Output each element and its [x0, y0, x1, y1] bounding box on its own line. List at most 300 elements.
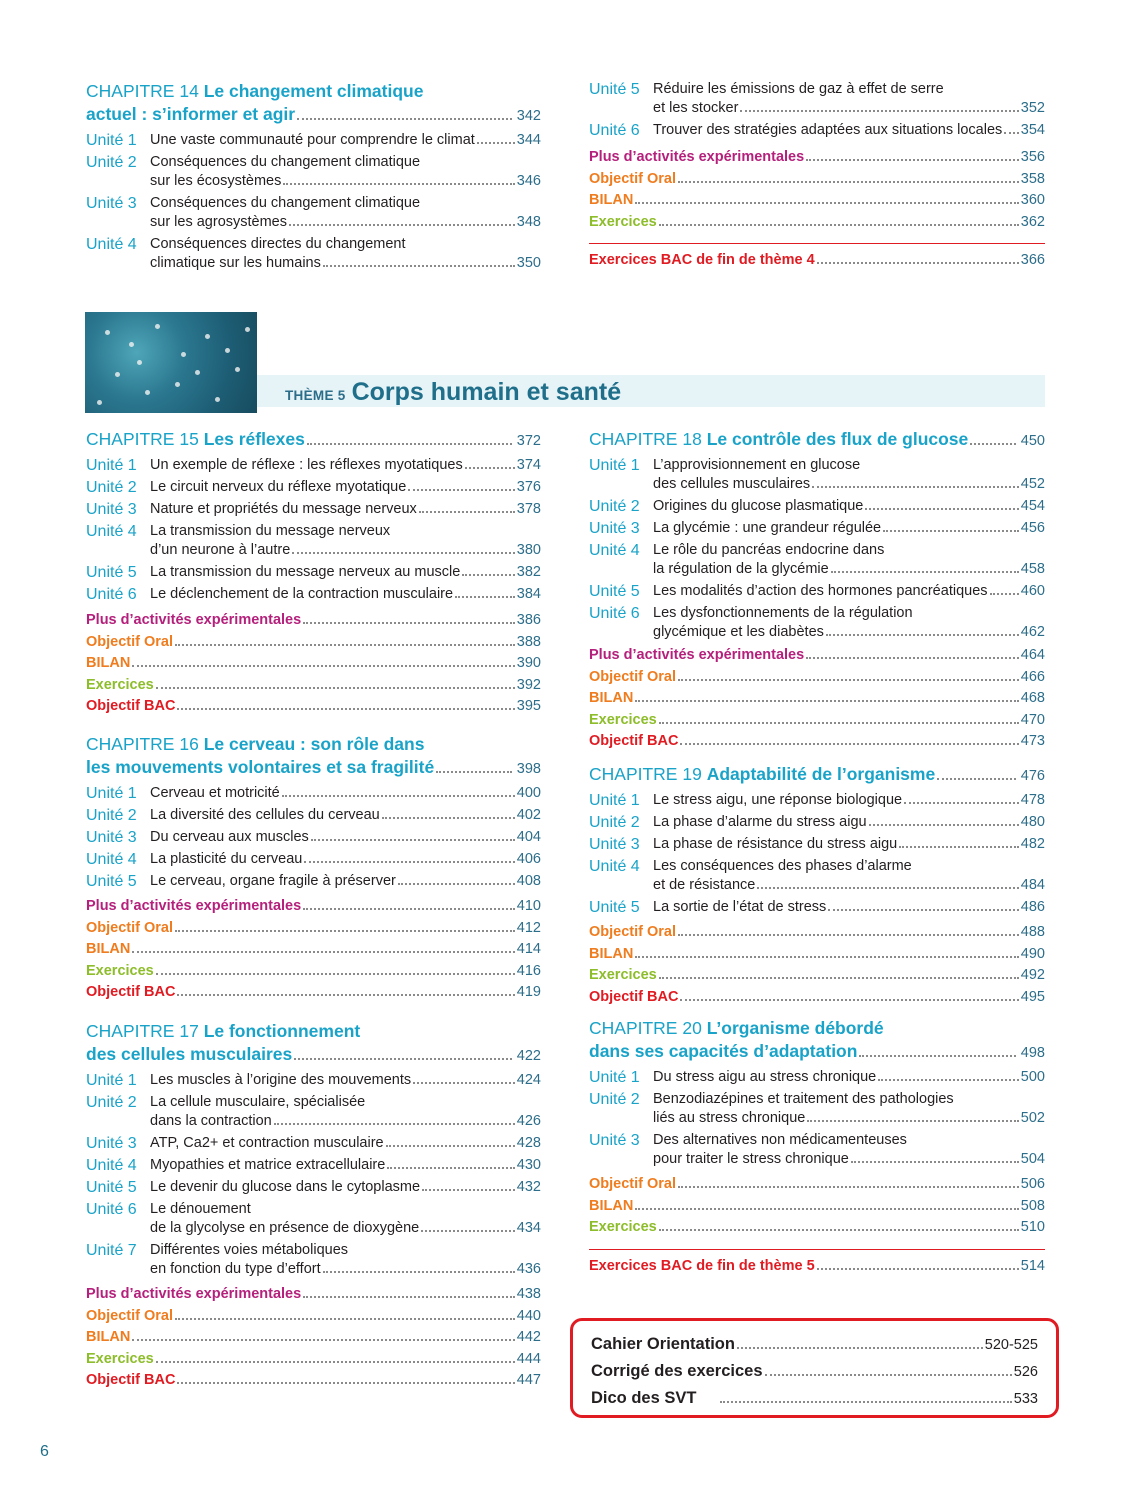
extra-entry-exo[interactable]: [589, 1217, 1045, 1239]
chapter-page: 398: [516, 761, 541, 777]
extra-entry-bac[interactable]: [589, 987, 1045, 1009]
extra-page: 414: [516, 941, 541, 957]
chapter-keyword: CHAPITRE 16: [86, 734, 199, 754]
annex-page: 533: [1013, 1391, 1038, 1407]
unit-entry[interactable]: [86, 153, 541, 191]
extra-page: 442: [516, 1329, 541, 1345]
unit-entry[interactable]: [589, 497, 1045, 516]
extra-label: BILAN: [86, 941, 131, 957]
extra-label: Objectif Oral: [86, 633, 174, 650]
annex-corrige[interactable]: [591, 1358, 1038, 1385]
chapter-page: 498: [1020, 1045, 1045, 1061]
chapter-keyword: CHAPITRE 14: [86, 81, 199, 101]
unit-title: et les stocker: [653, 100, 739, 116]
unit-label: Unité 2: [86, 807, 137, 824]
unit-entry[interactable]: [86, 456, 541, 475]
unit-entry[interactable]: [86, 194, 541, 232]
unit-entry[interactable]: [589, 582, 1045, 601]
unit-title: et de résistance: [653, 877, 756, 893]
extra-entry-plus[interactable]: [589, 645, 1045, 667]
extra-page: 447: [516, 1372, 541, 1388]
annex-dico[interactable]: [591, 1385, 1038, 1412]
extra-entry-oral[interactable]: [86, 632, 541, 654]
extra-entry-exo[interactable]: [86, 961, 541, 983]
extra-entry-exo[interactable]: [589, 965, 1045, 987]
unit-label: Unité 1: [86, 1072, 137, 1089]
chapter-heading: [86, 80, 541, 128]
extra-label: Objectif BAC: [589, 988, 679, 1005]
unit-entry[interactable]: [589, 898, 1045, 917]
unit-page: 428: [516, 1135, 541, 1151]
unit-title: La glycémie : une grandeur régulée: [653, 520, 882, 536]
unit-entry[interactable]: [86, 563, 541, 582]
bac-label: Exercices BAC de fin de thème 5: [589, 1257, 815, 1274]
bac-theme-4[interactable]: [589, 250, 1045, 272]
unit-page: 426: [516, 1113, 541, 1129]
unit-title: Le devenir du glucose dans le cytoplasme: [150, 1179, 421, 1195]
extra-label: Exercices: [589, 967, 657, 983]
unit-entry[interactable]: [589, 791, 1045, 810]
unit-label: Unité 1: [589, 792, 640, 809]
unit-page: 346: [516, 173, 541, 189]
extra-page: 386: [516, 612, 541, 628]
unit-entry[interactable]: [86, 806, 541, 825]
extra-label: BILAN: [589, 945, 634, 962]
unit-entry[interactable]: [589, 857, 1045, 895]
unit-entry[interactable]: [589, 121, 1045, 140]
unit-title: Origines du glucose plasmatique: [653, 498, 864, 514]
extra-label: Exercices: [86, 676, 154, 693]
unit-entry[interactable]: [589, 541, 1045, 579]
unit-label: Unité 1: [86, 785, 137, 802]
unit-entry[interactable]: [86, 478, 541, 497]
unit-page: 352: [1020, 100, 1045, 116]
unit-page: 384: [516, 586, 541, 602]
chapter-page: 476: [1020, 768, 1045, 784]
unit-page: 502: [1020, 1110, 1045, 1126]
unit-page: 430: [516, 1157, 541, 1173]
theme-name: Corps humain et santé: [351, 378, 622, 406]
extra-label: Exercices: [589, 213, 657, 230]
extra-entry-oral[interactable]: [589, 922, 1045, 944]
unit-entry[interactable]: [86, 585, 541, 604]
unit-list: [86, 456, 541, 604]
unit-page: 432: [516, 1179, 541, 1195]
unit-entry[interactable]: [86, 1071, 541, 1090]
unit-label: Unité 4: [86, 1157, 137, 1174]
extra-label: Objectif Oral: [589, 668, 677, 685]
extra-page: 440: [516, 1307, 541, 1324]
unit-label: Unité 2: [86, 479, 137, 496]
extra-page: 470: [1020, 711, 1045, 728]
unit-title: de la glycolyse en présence de dioxygène: [150, 1220, 420, 1236]
unit-page: 486: [1020, 899, 1045, 915]
divider: [589, 1249, 1045, 1250]
unit-label: Unité 6: [589, 122, 640, 139]
unit-title: glycémique et les diabètes: [653, 624, 824, 640]
unit-page: 424: [516, 1072, 541, 1088]
page-number: 6: [40, 1443, 49, 1460]
unit-label: Unité 4: [86, 236, 137, 253]
extra-page: 466: [1020, 668, 1045, 685]
unit-title: Cerveau et motricité: [150, 785, 280, 801]
unit-label: Unité 5: [589, 899, 640, 916]
chapter-keyword: CHAPITRE 20: [589, 1018, 702, 1038]
extra-page: 419: [516, 984, 541, 1000]
unit-label: Unité 2: [86, 154, 137, 171]
annex-label: Dico des SVT: [591, 1389, 697, 1407]
unit-title: Une vaste communauté pour comprendre le climat: [150, 132, 475, 148]
unit-entry[interactable]: [86, 1134, 541, 1153]
extra-label: Objectif Oral: [86, 1307, 174, 1324]
unit-label: Unité 5: [86, 1179, 137, 1196]
chapter-heading: [86, 428, 541, 453]
unit-list: [86, 784, 541, 891]
unit-page: 500: [1020, 1069, 1045, 1085]
unit-entry[interactable]: [86, 872, 541, 891]
unit-title: La plasticité du cerveau: [150, 851, 303, 867]
unit-label: Unité 6: [86, 586, 137, 603]
extra-entry-plus[interactable]: [86, 896, 541, 918]
unit-entry[interactable]: [589, 519, 1045, 538]
unit-title: Conséquences du changement climatique: [150, 154, 421, 170]
unit-page: 480: [1020, 814, 1045, 830]
unit-entry[interactable]: [86, 1093, 541, 1131]
unit-label: Unité 3: [86, 1135, 137, 1152]
unit-title: dans la contraction: [150, 1113, 272, 1129]
unit-page: 408: [516, 873, 541, 889]
extra-entry-exo[interactable]: [86, 1349, 541, 1371]
unit-page: 458: [1020, 561, 1045, 577]
unit-entry[interactable]: [86, 828, 541, 847]
unit-label: Unité 5: [86, 873, 137, 890]
unit-label: Unité 2: [589, 814, 640, 831]
unit-page: 452: [1020, 476, 1045, 492]
annex-page: 520-525: [984, 1337, 1038, 1353]
extra-label: Plus d’activités expérimentales: [86, 612, 302, 628]
chapter-title: Adaptabilité de l’organisme: [706, 764, 936, 784]
unit-entry[interactable]: [589, 813, 1045, 832]
unit-page: 376: [516, 479, 541, 495]
bac-theme-5[interactable]: [589, 1256, 1045, 1278]
unit-title: la régulation de la glycémie: [653, 561, 829, 577]
unit-label: Unité 1: [86, 132, 137, 149]
annex-page: 526: [1013, 1364, 1038, 1380]
unit-entry[interactable]: [86, 1200, 541, 1238]
unit-list: [589, 1068, 1045, 1169]
chapter-heading: [589, 428, 1045, 453]
unit-entry[interactable]: [589, 1068, 1045, 1087]
extra-label: Exercices: [589, 711, 657, 728]
extra-entry-bac[interactable]: [86, 1370, 541, 1392]
unit-title: Le circuit nerveux du réflexe myotatique: [150, 479, 407, 495]
chapter-18: [589, 428, 1045, 753]
extra-page: 438: [516, 1286, 541, 1302]
chapter-title: Le fonctionnement: [203, 1021, 361, 1041]
unit-label: Unité 1: [589, 457, 640, 474]
annex-label: Cahier Orientation: [591, 1335, 735, 1353]
extra-entry-bilan[interactable]: [86, 1327, 541, 1349]
unit-page: 354: [1020, 122, 1045, 138]
extra-entry-oral[interactable]: [86, 918, 541, 940]
unit-title: sur les écosystèmes: [150, 173, 282, 189]
unit-page: 478: [1020, 792, 1045, 808]
extra-entry-bac[interactable]: [86, 696, 541, 718]
extra-label: Objectif BAC: [86, 984, 176, 1000]
unit-title: pour traiter le stress chronique: [653, 1151, 849, 1167]
unit-title: Le déclenchement de la contraction musculaire: [150, 586, 454, 602]
unit-entry[interactable]: [86, 1156, 541, 1175]
chapter-20: [589, 1017, 1045, 1277]
chapter-16: [86, 733, 541, 1004]
unit-title: climatique sur les humains: [150, 255, 321, 271]
extra-label: Exercices: [589, 1219, 657, 1235]
unit-entry[interactable]: [589, 1090, 1045, 1128]
chapter-title: L’organisme débordé: [706, 1018, 884, 1038]
unit-label: Unité 4: [589, 858, 640, 875]
extra-page: 390: [516, 655, 541, 671]
extra-page: 410: [516, 898, 541, 914]
extras-list: [86, 896, 541, 1004]
unit-entry[interactable]: [589, 1131, 1045, 1169]
unit-page: 344: [516, 132, 541, 148]
unit-label: Unité 3: [86, 195, 137, 212]
unit-entry[interactable]: [86, 1241, 541, 1279]
unit-title: La transmission du message nerveux: [150, 523, 391, 539]
unit-title: La phase d’alarme du stress aigu: [653, 814, 867, 830]
unit-page: 484: [1020, 877, 1045, 893]
extra-entry-bilan[interactable]: [589, 944, 1045, 966]
unit-label: Unité 5: [589, 583, 640, 600]
unit-title: Conséquences du changement climatique: [150, 195, 421, 211]
unit-label: Unité 6: [589, 605, 640, 622]
extra-label: BILAN: [86, 655, 131, 671]
bac-label: Exercices BAC de fin de thème 4: [589, 252, 815, 268]
extra-page: 490: [1020, 945, 1045, 962]
extra-label: Exercices: [86, 1350, 154, 1367]
extra-page: 473: [1020, 733, 1045, 749]
annex-cahier[interactable]: [591, 1331, 1038, 1358]
extra-entry-plus[interactable]: [86, 610, 541, 632]
chapter-keyword: CHAPITRE 17: [86, 1021, 199, 1041]
chapter-title-2: actuel : s’informer et agir: [86, 104, 296, 124]
unit-entry[interactable]: [86, 131, 541, 150]
extras-list: [86, 610, 541, 718]
unit-title: sur les agrosystèmes: [150, 214, 287, 230]
extras-list: [589, 147, 1045, 233]
unit-entry[interactable]: [86, 522, 541, 560]
unit-title: La cellule musculaire, spécialisée: [150, 1094, 366, 1110]
extra-entry-bac[interactable]: [589, 731, 1045, 753]
extra-entry-bilan[interactable]: [86, 653, 541, 675]
unit-page: 454: [1020, 498, 1045, 514]
unit-list: [86, 1071, 541, 1279]
unit-page: 382: [516, 564, 541, 580]
unit-label: Unité 4: [86, 851, 137, 868]
extra-label: BILAN: [589, 1197, 634, 1214]
chapter-title-2: les mouvements volontaires et sa fragilité: [86, 757, 435, 777]
unit-entry[interactable]: [589, 80, 1045, 118]
unit-title: des cellules musculaires: [653, 476, 811, 492]
extra-page: 358: [1020, 170, 1045, 187]
extra-entry-oral[interactable]: [589, 1174, 1045, 1196]
unit-title: Un exemple de réflexe : les réflexes myotatiques: [150, 457, 463, 473]
unit-title: La phase de résistance du stress aigu: [653, 836, 898, 852]
unit-page: 404: [516, 829, 541, 845]
extra-page: 395: [516, 698, 541, 714]
extra-label: Plus d’activités expérimentales: [86, 898, 302, 914]
extra-entry-exo[interactable]: [589, 212, 1045, 234]
extra-entry-oral[interactable]: [86, 1306, 541, 1328]
chapter-title: Le changement climatique: [203, 81, 424, 101]
extra-page: 506: [1020, 1176, 1045, 1192]
unit-label: Unité 6: [86, 1201, 137, 1218]
extra-label: Objectif BAC: [86, 1372, 176, 1388]
extras-list: [86, 1284, 541, 1392]
unit-page: 462: [1020, 624, 1045, 640]
unit-entry[interactable]: [589, 835, 1045, 854]
extra-page: 468: [1020, 690, 1045, 706]
extras-list: [589, 1174, 1045, 1239]
unit-title: Les muscles à l’origine des mouvements: [150, 1072, 412, 1088]
unit-label: Unité 5: [86, 564, 137, 581]
extra-entry-plus[interactable]: [589, 147, 1045, 169]
unit-page: 436: [516, 1261, 541, 1277]
extra-page: 495: [1020, 988, 1045, 1005]
extra-entry-oral[interactable]: [589, 169, 1045, 191]
extra-entry-bac[interactable]: [86, 982, 541, 1004]
unit-title: Le stress aigu, une réponse biologique: [653, 792, 903, 808]
extra-label: Objectif Oral: [589, 924, 677, 940]
chapter-page: 450: [1020, 433, 1045, 449]
unit-entry[interactable]: [589, 456, 1045, 494]
extra-page: 392: [516, 676, 541, 693]
chapter-title: Les réflexes: [203, 429, 305, 449]
extra-label: Objectif Oral: [589, 170, 677, 187]
unit-entry[interactable]: [86, 235, 541, 273]
unit-entry[interactable]: [86, 500, 541, 519]
extra-label: Objectif BAC: [86, 698, 176, 714]
extra-page: 508: [1020, 1197, 1045, 1214]
chapter-14: [86, 80, 541, 276]
extra-page: 360: [1020, 192, 1045, 208]
unit-label: Unité 3: [86, 501, 137, 518]
unit-list: [589, 791, 1045, 917]
unit-label: Unité 2: [589, 1091, 640, 1108]
unit-title: Le cerveau, organe fragile à préserver: [150, 873, 396, 889]
chapter-heading: [86, 733, 541, 781]
chapter-page: 422: [516, 1048, 541, 1064]
unit-label: Unité 4: [589, 542, 640, 559]
unit-list: [86, 131, 541, 273]
unit-label: Unité 4: [86, 523, 137, 540]
extra-label: Plus d’activités expérimentales: [589, 647, 805, 663]
theme-keyword: THÈME 5: [285, 388, 346, 403]
extra-page: 464: [1020, 647, 1045, 663]
unit-title: Des alternatives non médicamenteuses: [653, 1132, 907, 1148]
extra-entry-bilan[interactable]: [589, 1196, 1045, 1218]
unit-label: Unité 7: [86, 1242, 137, 1259]
unit-title: L’approvisionnement en glucose: [653, 457, 861, 473]
bac-page: 514: [1020, 1257, 1045, 1274]
unit-label: Unité 3: [589, 520, 640, 537]
extra-entry-plus[interactable]: [86, 1284, 541, 1306]
extra-entry-bilan[interactable]: [589, 190, 1045, 212]
bac-page: 366: [1020, 252, 1045, 268]
extra-label: BILAN: [589, 690, 634, 706]
extra-entry-bilan[interactable]: [589, 688, 1045, 710]
extra-page: 488: [1020, 924, 1045, 940]
unit-title: Benzodiazépines et traitement des pathologies: [653, 1091, 954, 1107]
unit-label: Unité 2: [589, 498, 640, 515]
extra-page: 492: [1020, 967, 1045, 983]
unit-title: La sortie de l’état de stress: [653, 899, 827, 915]
extra-entry-bilan[interactable]: [86, 939, 541, 961]
chapter-heading: [589, 763, 1045, 788]
extra-label: Objectif Oral: [86, 919, 174, 936]
unit-title: liés au stress chronique: [653, 1110, 806, 1126]
extra-page: 510: [1020, 1219, 1045, 1235]
chapter-keyword: CHAPITRE 15: [86, 429, 199, 449]
extra-entry-oral[interactable]: [589, 667, 1045, 689]
unit-list: [589, 456, 1045, 642]
unit-title: Myopathies et matrice extracellulaire: [150, 1157, 386, 1173]
unit-title: en fonction du type d’effort: [150, 1261, 321, 1277]
extras-list: [589, 922, 1045, 1008]
unit-label: Unité 3: [86, 829, 137, 846]
annex-box: [570, 1318, 1059, 1418]
unit-title: d’un neurone à l’autre: [150, 542, 291, 558]
extra-page: 416: [516, 962, 541, 979]
unit-label: Unité 3: [589, 1132, 640, 1149]
extra-label: Plus d’activités expérimentales: [86, 1286, 302, 1302]
unit-page: 378: [516, 501, 541, 517]
unit-title: Les dysfonctionnements de la régulation: [653, 605, 913, 621]
chapter-title-2: des cellules musculaires: [86, 1044, 293, 1064]
unit-entry[interactable]: [86, 850, 541, 869]
unit-title: La diversité des cellules du cerveau: [150, 807, 380, 823]
extras-list: [589, 645, 1045, 753]
unit-list: [589, 80, 1045, 140]
unit-title: ATP, Ca2+ et contraction musculaire: [150, 1135, 384, 1151]
extra-label: BILAN: [86, 1329, 131, 1345]
extra-page: 444: [516, 1350, 541, 1367]
extra-entry-exo[interactable]: [589, 710, 1045, 732]
unit-entry[interactable]: [589, 604, 1045, 642]
unit-title: Conséquences directes du changement: [150, 236, 406, 252]
unit-page: 348: [516, 214, 541, 230]
extra-label: Exercices: [86, 962, 154, 979]
unit-title: Le dénouement: [150, 1201, 251, 1217]
extra-page: 356: [1020, 149, 1045, 165]
unit-entry[interactable]: [86, 1178, 541, 1197]
chapter-heading: [589, 1017, 1045, 1065]
chapter-keyword: CHAPITRE 19: [589, 764, 702, 784]
annex-label: Corrigé des exercices: [591, 1362, 763, 1380]
unit-title: Du stress aigu au stress chronique: [653, 1069, 877, 1085]
unit-label: Unité 5: [589, 81, 640, 98]
extra-entry-exo[interactable]: [86, 675, 541, 697]
unit-page: 380: [516, 542, 541, 558]
unit-entry[interactable]: [86, 784, 541, 803]
chapter-page: 372: [516, 433, 541, 449]
theme-title: [285, 378, 621, 407]
unit-page: 350: [516, 255, 541, 271]
extra-page: 362: [1020, 213, 1045, 230]
chapter-19: [589, 763, 1045, 1008]
unit-label: Unité 3: [589, 836, 640, 853]
chapter-title: Le contrôle des flux de glucose: [706, 429, 969, 449]
